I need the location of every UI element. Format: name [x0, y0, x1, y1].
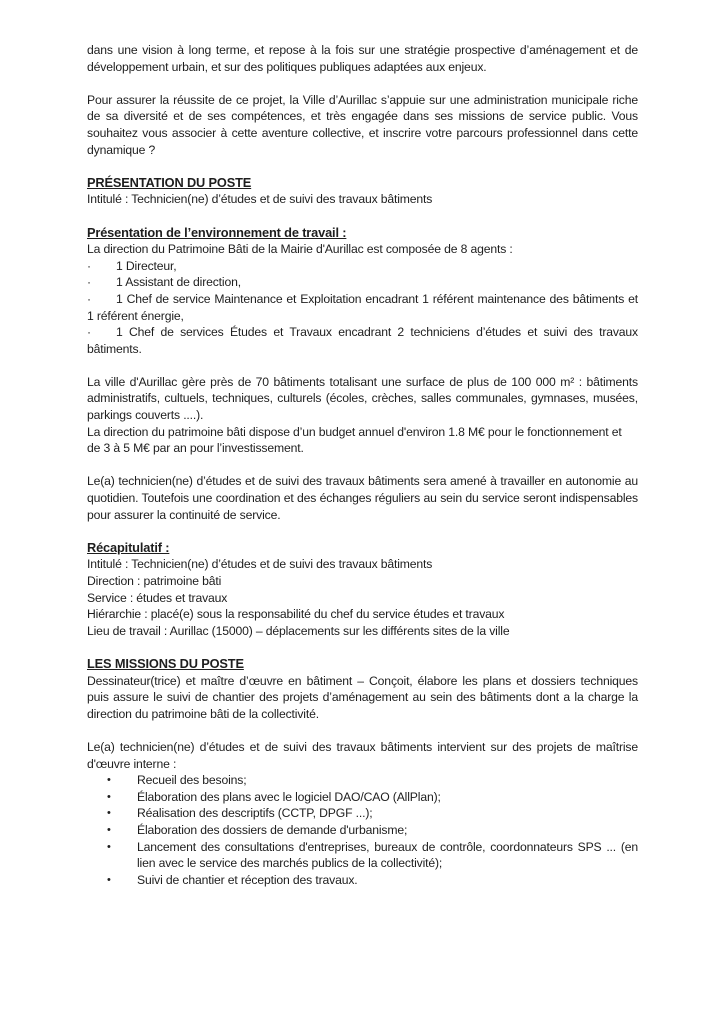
staff-list-item	[87, 324, 638, 357]
spacer	[87, 158, 638, 175]
recap-line: Direction : patrimoine bâti	[87, 574, 222, 588]
mission-item	[87, 872, 638, 889]
staff-list	[87, 258, 638, 358]
section-environnement	[87, 225, 638, 524]
spacer	[87, 722, 638, 739]
staff-list-item	[87, 274, 638, 291]
section-heading: Récapitulatif :	[87, 539, 170, 555]
bullet-icon: •	[107, 873, 111, 886]
missions-summary: Dessinateur(trice) et maître d’œuvre en bâtiment – Conçoit, élabore les plans et dossiers techniques puis assure le suivi de chantier des projets d’aménagement au sein des bâtiments dont a la charge la direction du patrimoine bâti de la collectivité.	[87, 673, 638, 721]
bullet-dot-icon: ·	[87, 325, 91, 340]
staff-item-text: 1 Assistant de direction,	[116, 275, 241, 290]
staff-item-text: 1 Directeur,	[116, 258, 177, 273]
missions-intro: Le(a) technicien(ne) d’études et de suivi des travaux bâtiments intervient sur des projets de maîtrise d'œuvre interne :	[87, 739, 638, 771]
missions-list	[87, 772, 638, 888]
section-heading: Présentation de l’environnement de travail :	[87, 224, 347, 240]
recap-line: Hiérarchie : placé(e) sous la responsabilité du chef du service études et travaux	[87, 607, 505, 622]
spacer	[87, 523, 638, 540]
bullet-icon: •	[107, 840, 111, 853]
buildings-paragraph: La ville d'Aurillac gère près de 70 bâtiments totalisant une surface de plus de 100 000 m² : bâtiments administratifs, cultuels, techniques, culturels (écoles, crèches, salles communales, gymnases, musées, parkings couverts ....).	[87, 374, 638, 423]
recap-line: Intitulé : Technicien(ne) d’études et de suivi des travaux bâtiments	[87, 557, 433, 572]
section-recapitulatif	[87, 540, 638, 640]
mission-item	[87, 772, 638, 789]
bullet-dot-icon: ·	[87, 291, 91, 306]
spacer	[87, 208, 638, 225]
mission-text: Suivi de chantier et réception des travaux.	[137, 872, 358, 887]
bullet-dot-icon: ·	[87, 258, 91, 273]
budget-paragraph: La direction du patrimoine bâti dispose d’un budget annuel d'environ 1.8 M€ pour le fonctionnement et de 3 à 5 M€ par an pour l’investissement.	[87, 424, 622, 456]
mission-item	[87, 822, 638, 839]
bullet-icon: •	[107, 807, 111, 820]
recap-line: Lieu de travail : Aurillac (15000) – déplacements sur les différents sites de la ville	[87, 623, 510, 638]
document-page	[87, 42, 638, 888]
spacer	[87, 75, 638, 92]
staff-list-item	[87, 258, 638, 275]
mission-text: Réalisation des descriptifs (CCTP, DPGF ...);	[137, 806, 373, 821]
staff-list-item	[87, 291, 638, 324]
mission-text: Élaboration des plans avec le logiciel DAO/CAO (AllPlan);	[137, 789, 441, 804]
bullet-dot-icon: ·	[87, 275, 91, 290]
staff-item-text: 1 Chef de services Études et Travaux encadrant 2 techniciens d’études et suivi des travaux bâtiments.	[87, 325, 638, 356]
staff-intro: La direction du Patrimoine Bâti de la Mairie d'Aurillac est composée de 8 agents :	[87, 242, 513, 257]
bullet-icon: •	[107, 774, 111, 787]
bullet-icon: •	[107, 790, 111, 803]
section-heading: LES MISSIONS DU POSTE	[87, 655, 244, 671]
section-heading: PRÉSENTATION DU POSTE	[87, 174, 252, 190]
mission-text: Lancement des consultations d'entreprises, bureaux de contrôle, coordonnateurs SPS ... (en lien avec le service des marchés publics de la collectivité);	[137, 839, 638, 871]
intro-paragraph-1: dans une vision à long terme, et repose à la fois sur une stratégie prospective d’aménagement et de développement urbain, et sur des politiques publiques adaptées aux enjeux.	[87, 43, 638, 74]
bullet-icon: •	[107, 823, 111, 836]
mission-text: Élaboration des dossiers de demande d'urbanisme;	[137, 822, 408, 837]
section-presentation-poste	[87, 175, 638, 208]
section-missions	[87, 656, 638, 888]
intro-paragraph-2: Pour assurer la réussite de ce projet, la Ville d’Aurillac s’appuie sur une administration municipale riche de sa diversité et de ses compétences, et très engagée dans ses missions de service public. Vous souhaitez vous associer à cette aventure collective, et inscrire votre parcours professionnel dans cette dynamique ?	[87, 92, 638, 157]
staff-item-text: 1 Chef de service Maintenance et Exploitation encadrant 1 référent maintenance des bâtiments et 1 référent énergie,	[87, 291, 638, 323]
spacer	[87, 357, 638, 374]
mission-text: Recueil des besoins;	[137, 773, 247, 788]
mission-item	[87, 839, 638, 872]
spacer	[87, 639, 638, 656]
mission-item	[87, 789, 638, 806]
job-title-line: Intitulé : Technicien(ne) d’études et de suivi des travaux bâtiments	[87, 192, 433, 207]
autonomy-paragraph: Le(a) technicien(ne) d’études et de suivi des travaux bâtiments sera amené à travailler en autonomie au quotidien. Toutefois une coordination et des échanges réguliers au sein du service seront indispensables pour assurer la continuité de service.	[87, 474, 638, 522]
recap-line: Service : études et travaux	[87, 590, 228, 605]
spacer	[87, 457, 638, 474]
mission-item	[87, 805, 638, 822]
